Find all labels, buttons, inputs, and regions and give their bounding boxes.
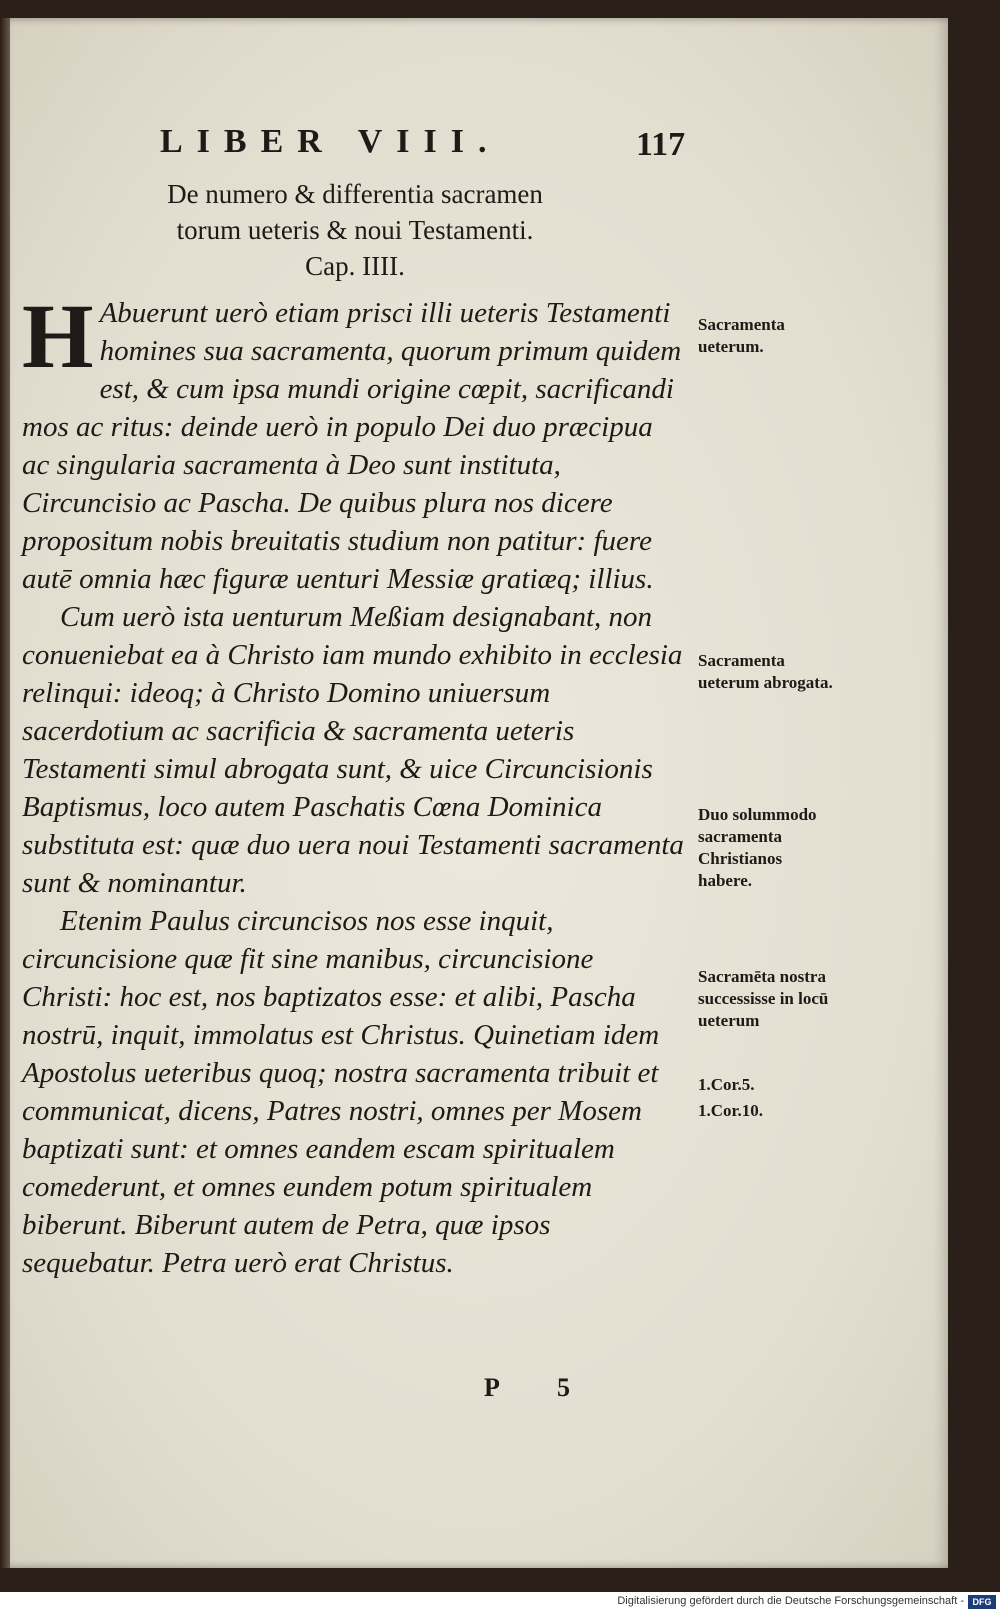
margin-note-2: Sacramenta ueterum abrogata.: [698, 651, 833, 692]
running-head: LIBER VIII.: [160, 123, 501, 160]
paragraph-3: Etenim Paulus circuncisos nos esse inquit, circuncisione quæ fit sine manibus, circuncisione Christi: hoc est, nos baptizatos esse: et alibi, Pascha nostrū, inquit, immolatus est Christus. Quinetiam idem Apostolus ueteribus quoq; nostra sacramenta tribuit et communicat, dicens, Patres nostri, omnes per Mosem baptizati sunt: et omnes eandem escam spiritualem comederunt, et omnes eundem potum spiritualem biberunt. Biberunt autem de Petra, quæ ipsos sequebatur. Petra uerò erat Christus.: [22, 905, 660, 1279]
chapter-title: [110, 176, 600, 284]
chapter-title-line-2: torum ueteris & noui Testamenti.: [176, 215, 534, 245]
dfg-logo: DFG: [968, 1595, 996, 1609]
margin-note-6: 1.Cor.10.: [698, 1101, 764, 1120]
paragraph-1-text: Abuerunt uerò etiam prisci illi ueteris Testamenti homines sua sacramenta, quorum primum quidem est, & cum ipsa mundi origine cœpit, sacrificandi mos ac ritus: deinde uerò in populo Dei duo præcipua ac singularia sacramenta à Deo sunt instituta, Circuncisio ac Pascha. De quibus plura nos dicere propositum nobis breuitatis studium non patitur: fuere autē omnia hæc figuræ uenturi Messiæ gratiæq; illius.: [22, 297, 682, 595]
paragraph-1: [22, 285, 687, 598]
signature-mark: P 5: [484, 1373, 596, 1402]
paragraph-2: Cum uerò ista uenturum Meßiam designabant, non conueniebat ea à Christo iam mundo exhibito in ecclesia relinqui: ideoq; à Christo Domino uniuersum sacerdotium ac sacrificia & sacramenta ueteris Testamenti simul abrogata sunt, & uice Circuncisionis Baptismus, loco autem Paschatis Cœna Dominica substituta est: quæ duo uera noui Testamenti sacramenta sunt & nominantur.: [22, 601, 684, 899]
margin-note-1: Sacramenta ueterum.: [698, 315, 785, 356]
chapter-title-line-3: Cap. IIII.: [305, 251, 405, 281]
book-page: [0, 18, 948, 1568]
margin-note-4: Sacramēta nostra successisse in locū ueterum: [698, 967, 829, 1030]
folio-number: 117: [636, 126, 686, 163]
margin-note-3: Duo solummodo sacramenta Christianos habere.: [698, 805, 817, 890]
credit-text: Digitalisierung gefördert durch die Deutsche Forschungsgemeinschaft -: [617, 1595, 964, 1607]
chapter-title-line-1: De numero & differentia sacramen: [167, 179, 543, 209]
credit-bar: [0, 1592, 1000, 1615]
body-text: [22, 285, 687, 1282]
margin-note-5: 1.Cor.5.: [698, 1075, 755, 1094]
drop-cap: H: [22, 285, 94, 387]
book-spine-edge: [0, 18, 10, 1568]
